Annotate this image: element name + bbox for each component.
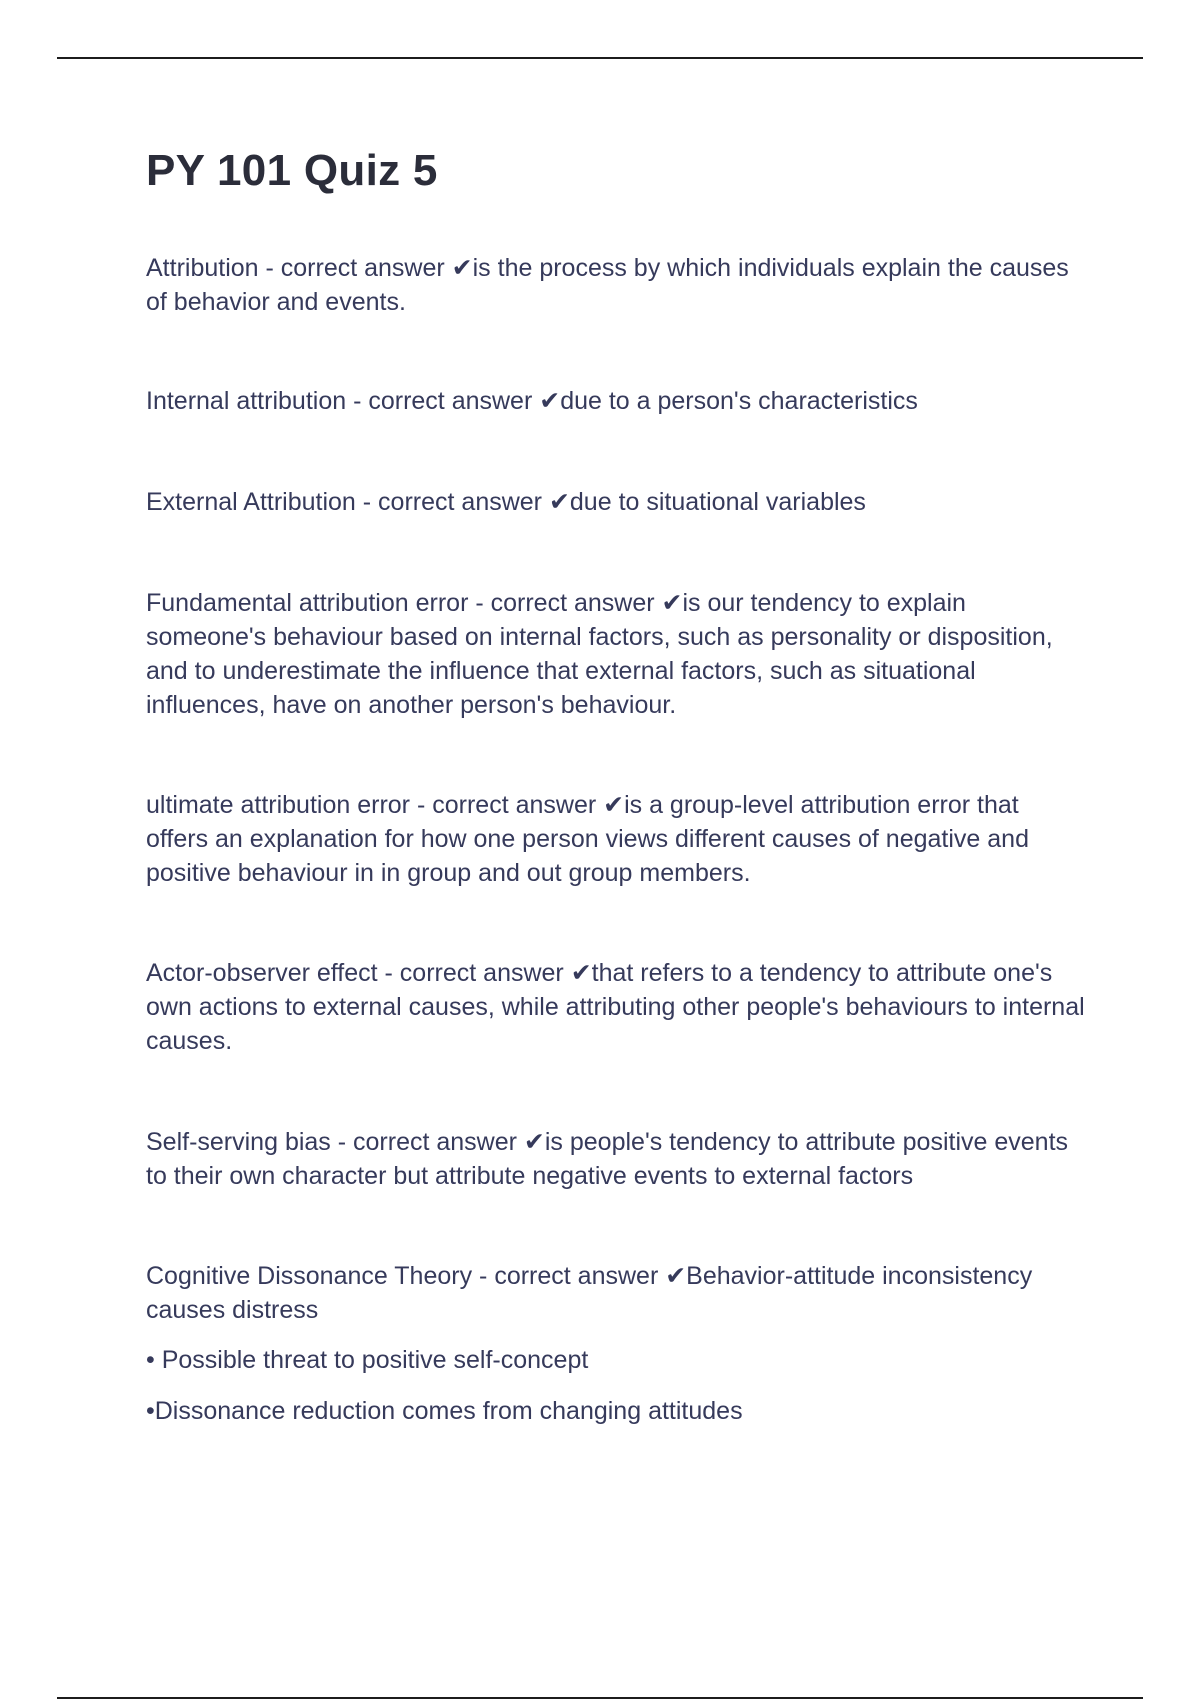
entry-term: Cognitive Dissonance Theory xyxy=(146,1262,473,1290)
entry-term: Fundamental attribution error xyxy=(146,589,469,617)
qa-entry-internal-attribution xyxy=(146,384,1086,418)
entry-separator: - correct answer ✔ xyxy=(355,488,570,516)
entry-term: Attribution xyxy=(146,254,259,282)
qa-entry-ultimate-attribution-error xyxy=(146,788,1086,890)
entry-separator: - correct answer ✔ xyxy=(468,589,683,617)
entry-definition: is a group-level attribution error that offers an explanation for how one person views different causes of negative and positive behaviour in in group and out group members. xyxy=(146,791,1029,887)
entry-separator: - correct answer ✔ xyxy=(346,387,561,415)
entry-separator: - correct answer ✔ xyxy=(472,1262,687,1290)
qa-entry-self-serving-bias xyxy=(146,1125,1086,1193)
entry-definition: that refers to a tendency to attribute one's own actions to external causes, while attributing other people's behaviours to internal causes. xyxy=(146,959,1085,1055)
entry-definition: is people's tendency to attribute positive events to their own character but attribute negative events to external factors xyxy=(146,1128,1069,1190)
entry-separator: - correct answer ✔ xyxy=(410,791,625,819)
qa-entry-attribution xyxy=(146,251,1086,319)
top-rule xyxy=(57,57,1143,59)
entry-separator: - correct answer ✔ xyxy=(330,1128,545,1156)
entry-definition: due to situational variables xyxy=(569,488,866,516)
entry-definition: Behavior-attitude inconsistency causes distress xyxy=(146,1262,1033,1324)
entry-term: Internal attribution xyxy=(146,387,347,415)
entry-term: ultimate attribution error xyxy=(146,791,411,819)
bullet-item: • Possible threat to positive self-concept xyxy=(146,1346,589,1374)
entry-definition: is our tendency to explain someone's behaviour based on internal factors, such as personality or disposition, and to underestimate the influence that external factors, such as situational influences, have on another person's behaviour. xyxy=(146,589,1053,719)
qa-entry-cognitive-dissonance-theory xyxy=(146,1259,1086,1327)
page-title: PY 101 Quiz 5 xyxy=(146,146,438,195)
bottom-rule xyxy=(57,1697,1143,1699)
qa-entry-external-attribution xyxy=(146,485,1086,519)
entry-term: Self-serving bias xyxy=(146,1128,331,1156)
entry-definition: is the process by which individuals explain the causes of behavior and events. xyxy=(146,254,1069,316)
entry-term: Actor-observer effect xyxy=(146,959,378,987)
qa-entry-fundamental-attribution-error xyxy=(146,586,1086,722)
bullet-item: •Dissonance reduction comes from changing attitudes xyxy=(146,1397,743,1425)
entry-definition: due to a person's characteristics xyxy=(560,387,918,415)
entry-separator: - correct answer ✔ xyxy=(377,959,592,987)
entry-term: External Attribution xyxy=(146,488,356,516)
qa-entry-actor-observer-effect xyxy=(146,956,1086,1058)
entry-separator: - correct answer ✔ xyxy=(258,254,473,282)
